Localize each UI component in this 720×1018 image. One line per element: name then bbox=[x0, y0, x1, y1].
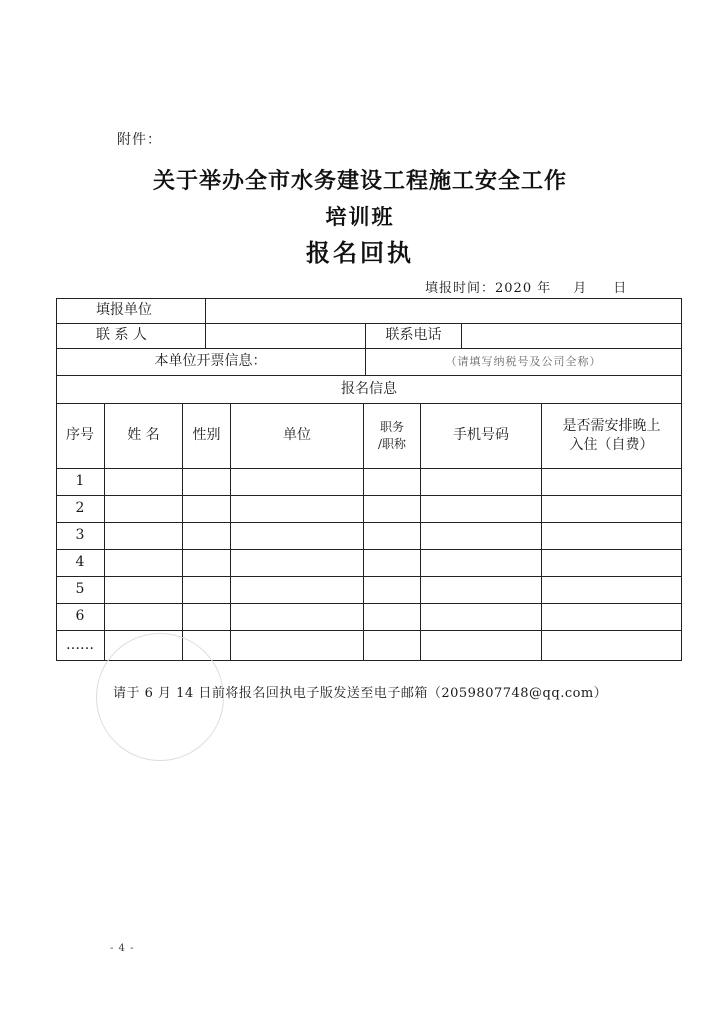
col-header-seq: 序号 bbox=[66, 427, 94, 444]
phone-label: 联系电话 bbox=[385, 327, 442, 344]
row-number: 5 bbox=[75, 581, 85, 598]
fill-date bbox=[425, 277, 627, 296]
unit-input-cell[interactable] bbox=[206, 299, 680, 323]
fill-date-month: 月 bbox=[573, 281, 588, 296]
registration-form bbox=[56, 298, 682, 661]
row-number: …… bbox=[66, 636, 94, 653]
document-title-receipt: 报名回执 bbox=[306, 238, 414, 267]
attachment-label: 附件： bbox=[117, 132, 162, 148]
document-title-line1: 关于举办全市水务建设工程施工安全工作 bbox=[152, 168, 567, 194]
page-number: - 4 - bbox=[110, 943, 135, 954]
submission-note: 请于 6 月 14 日前将报名回执电子版发送至电子邮箱（2059807748@qq.com） bbox=[113, 686, 608, 701]
phone-input-cell[interactable] bbox=[462, 324, 680, 348]
contact-label: 联 系 人 bbox=[96, 327, 147, 344]
col-header-gender: 性别 bbox=[192, 427, 221, 444]
fill-date-day: 日 bbox=[613, 281, 628, 296]
col-header-title-line2: /职称 bbox=[377, 436, 407, 451]
section-title: 报名信息 bbox=[341, 380, 397, 397]
document-title-line2: 培训班 bbox=[325, 204, 395, 229]
invoice-label: 本单位开票信息： bbox=[154, 353, 267, 370]
col-header-name: 姓 名 bbox=[127, 427, 160, 444]
contact-input-cell[interactable] bbox=[206, 324, 364, 348]
row-number: 6 bbox=[75, 608, 85, 625]
row-number: 3 bbox=[75, 527, 85, 544]
col-header-unit: 单位 bbox=[283, 427, 311, 444]
invoice-hint[interactable]: （请填写纳税号及公司全称） bbox=[445, 354, 602, 368]
col-header-lodging-line2: 入住（自费） bbox=[569, 436, 654, 453]
col-header-lodging bbox=[542, 403, 681, 468]
row-number: 2 bbox=[75, 500, 85, 517]
fill-date-label: 填报时间：2020 年 bbox=[425, 281, 552, 296]
col-header-title-line1: 职务 bbox=[379, 420, 404, 435]
col-header-lodging-line1: 是否需安排晚上 bbox=[562, 418, 661, 435]
row-number: 1 bbox=[75, 473, 85, 490]
unit-label: 填报单位 bbox=[96, 302, 152, 319]
col-header-title bbox=[364, 403, 420, 468]
row-number: 4 bbox=[75, 554, 85, 571]
col-header-phone: 手机号码 bbox=[453, 427, 509, 444]
